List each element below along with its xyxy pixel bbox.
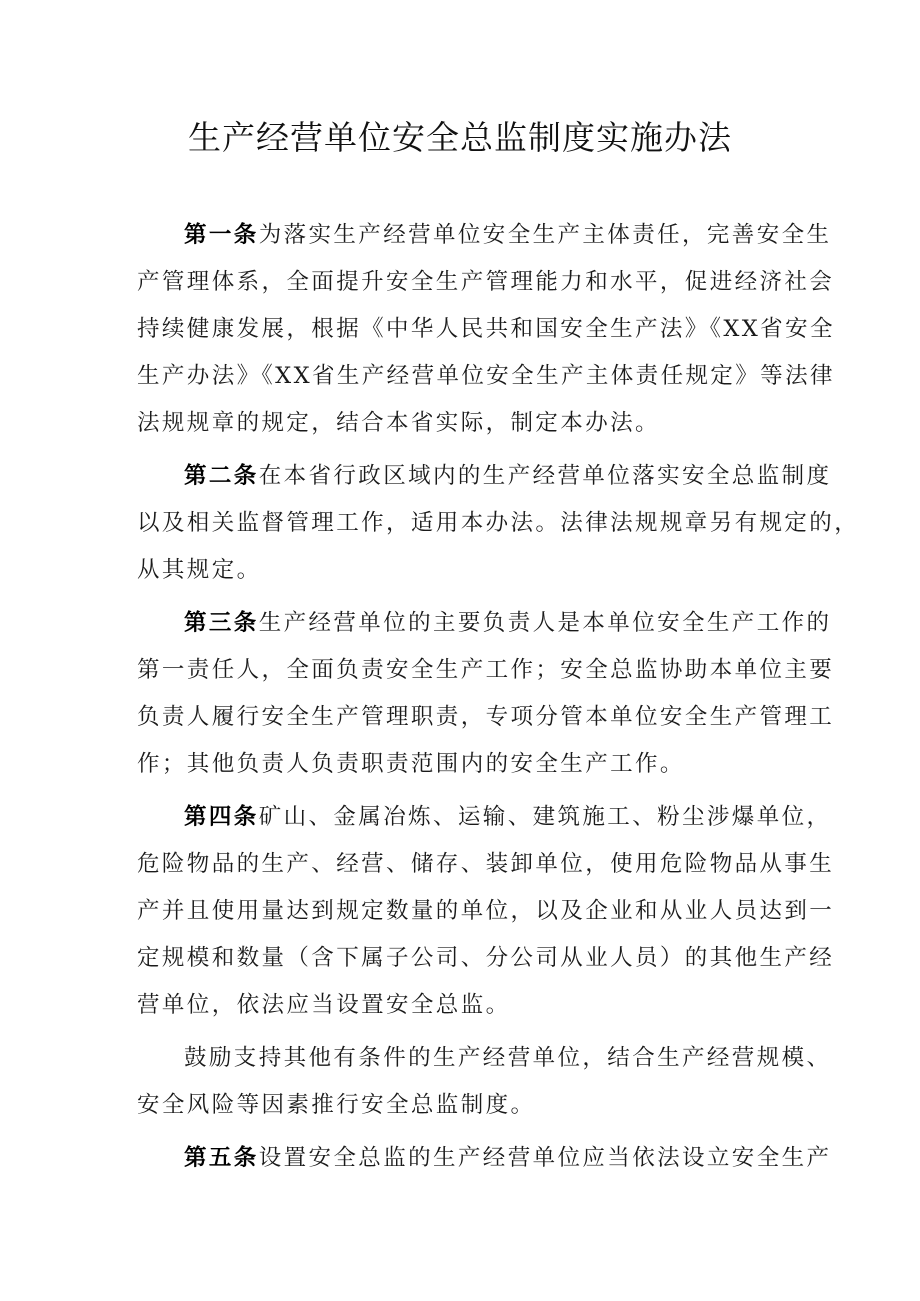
line-text: 生产办法》《XX省生产经营单位安全生产主体责任规定》等法律 bbox=[137, 363, 835, 389]
text-line bbox=[137, 267, 834, 297]
article-label: 第四条 bbox=[184, 804, 259, 830]
line-text: 安全风险等因素推行安全总监制度。 bbox=[137, 1092, 536, 1118]
line-text: 为落实生产经营单位安全生产主体责任，完善安全生 bbox=[258, 222, 832, 248]
line-text: 危险物品的生产、经营、储存、装卸单位，使用危险物品从事生 bbox=[137, 851, 835, 877]
line-text: 定规模和数量（含下属子公司、分公司从业人员）的其他生产经 bbox=[137, 945, 835, 971]
article-label: 第一条 bbox=[184, 222, 259, 248]
text-line bbox=[137, 555, 262, 585]
text-line bbox=[137, 990, 511, 1020]
line-text: 作；其他负责人负责职责范围内的安全生产工作。 bbox=[137, 751, 685, 777]
text-line bbox=[137, 361, 835, 391]
article-5-line bbox=[184, 1143, 831, 1173]
article-label: 第二条 bbox=[184, 463, 259, 489]
line-text: 从其规定。 bbox=[137, 557, 262, 583]
article-4-line bbox=[184, 802, 831, 832]
line-text: 在本省行政区域内的生产经营单位落实安全总监制度 bbox=[258, 463, 832, 489]
text-line bbox=[137, 896, 834, 926]
article-label: 第五条 bbox=[184, 1145, 259, 1171]
paragraph-line bbox=[184, 1043, 831, 1073]
text-line bbox=[137, 655, 834, 685]
article-2-line bbox=[184, 461, 831, 491]
line-text: 营单位，依法应当设置安全总监。 bbox=[137, 992, 511, 1018]
line-text: 矿山、金属冶炼、运输、建筑施工、粉尘涉爆单位， bbox=[258, 804, 832, 830]
line-text: 鼓励支持其他有条件的生产经营单位，结合生产经营规模、 bbox=[184, 1045, 832, 1071]
article-3-line bbox=[184, 608, 831, 638]
text-line bbox=[137, 943, 834, 973]
text-line bbox=[137, 849, 834, 879]
line-text: 法规规章的规定，结合本省实际，制定本办法。 bbox=[137, 410, 660, 436]
text-line bbox=[137, 749, 685, 779]
line-text: 设置安全总监的生产经营单位应当依法设立安全生产 bbox=[258, 1145, 832, 1171]
line-text: 第一责任人，全面负责安全生产工作；安全总监协助本单位主要 bbox=[137, 657, 835, 683]
text-line bbox=[137, 508, 859, 538]
document-title: 生产经营单位安全总监制度实施办法 bbox=[188, 118, 732, 157]
article-1-line bbox=[184, 220, 831, 250]
line-text: 产管理体系，全面提升安全生产管理能力和水平，促进经济社会 bbox=[137, 269, 835, 295]
line-text: 生产经营单位的主要负责人是本单位安全生产工作的 bbox=[258, 610, 832, 636]
text-line bbox=[137, 702, 834, 732]
line-text: 以及相关监督管理工作，适用本办法。法律法规规章另有规定的， bbox=[137, 510, 860, 536]
line-text: 持续健康发展，根据《中华人民共和国安全生产法》《XX省安全 bbox=[137, 316, 835, 342]
article-label: 第三条 bbox=[184, 610, 259, 636]
text-line bbox=[137, 408, 660, 438]
line-text: 负责人履行安全生产管理职责，专项分管本单位安全生产管理工 bbox=[137, 704, 835, 730]
text-line bbox=[137, 1090, 535, 1120]
line-text: 产并且使用量达到规定数量的单位，以及企业和从业人员达到一 bbox=[137, 898, 835, 924]
text-line bbox=[137, 314, 835, 344]
